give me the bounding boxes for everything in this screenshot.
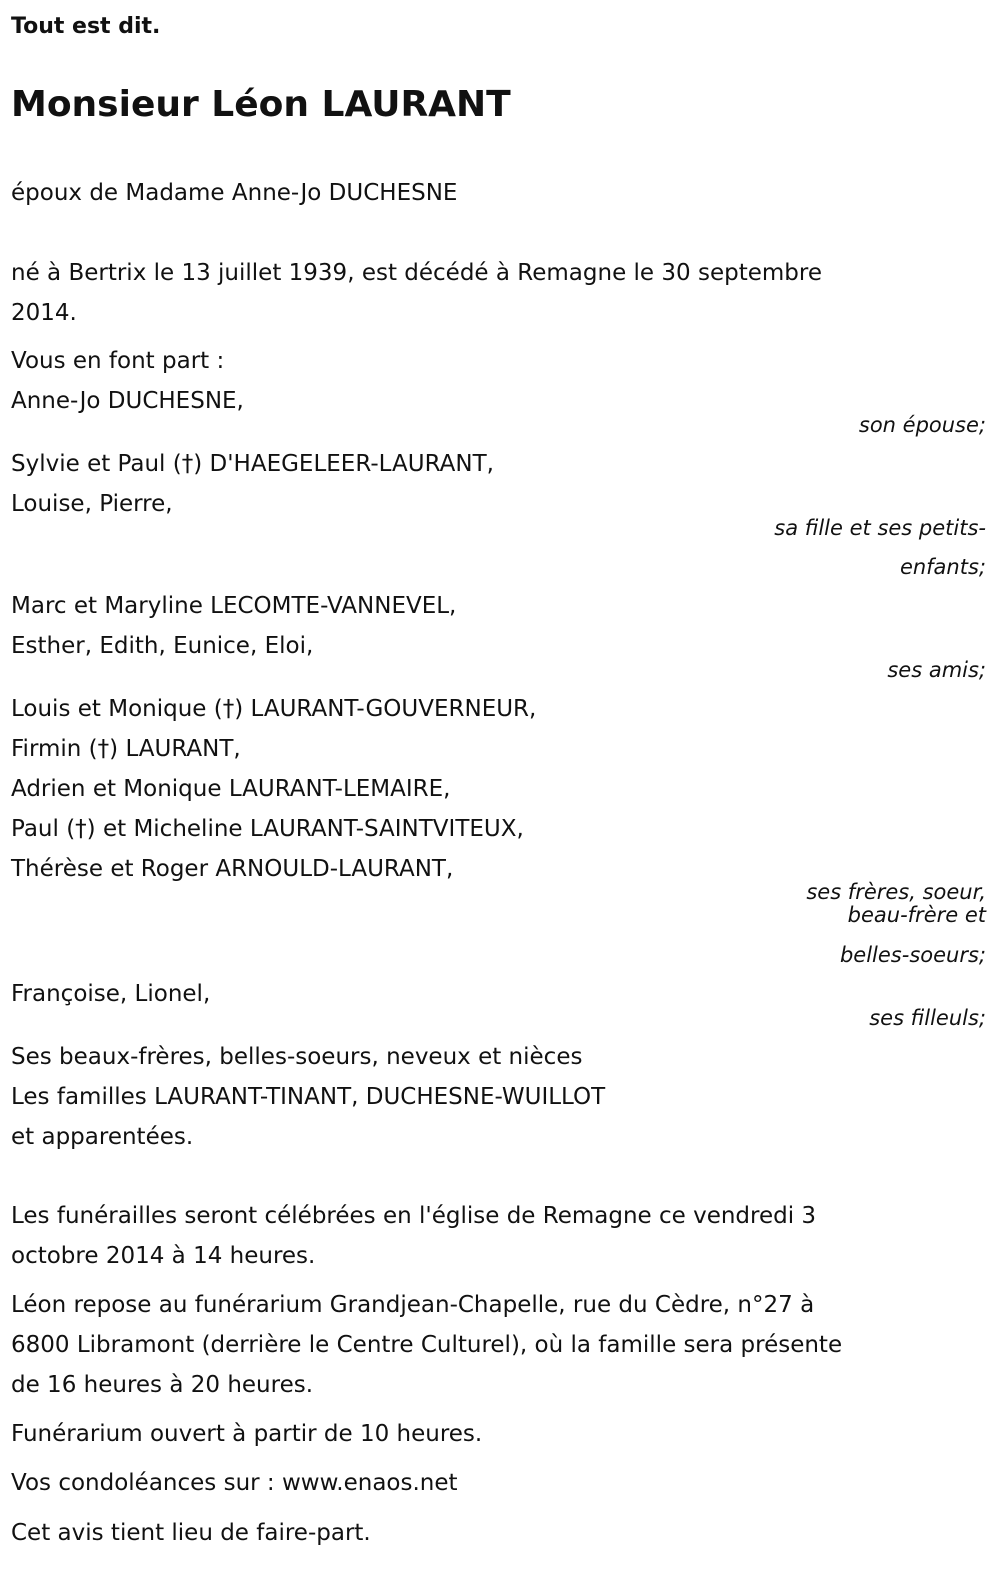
notice-line: Cet avis tient lieu de faire-part. bbox=[11, 1520, 371, 1546]
notice-line: Vos condoléances sur : www.enaos.net bbox=[11, 1470, 458, 1496]
notice-line: Françoise, Lionel, bbox=[11, 981, 211, 1007]
notice-line: Les familles LAURANT-TINANT, DUCHESNE-WUILLOT bbox=[11, 1084, 606, 1110]
notice-line: Louis et Monique (†) LAURANT-GOUVERNEUR, bbox=[11, 696, 537, 722]
relation-label: ses frères, soeur, bbox=[806, 880, 986, 904]
notice-line: de 16 heures à 20 heures. bbox=[11, 1372, 314, 1398]
notice-line: 6800 Libramont (derrière le Centre Culturel), où la famille sera présente bbox=[11, 1332, 843, 1358]
notice-line: Marc et Maryline LECOMTE-VANNEVEL, bbox=[11, 593, 457, 619]
notice-line: et apparentées. bbox=[11, 1124, 194, 1150]
notice-line: Adrien et Monique LAURANT-LEMAIRE, bbox=[11, 776, 451, 802]
notice-line: Funérarium ouvert à partir de 10 heures. bbox=[11, 1421, 483, 1447]
notice-line: Sylvie et Paul (†) D'HAEGELEER-LAURANT, bbox=[11, 451, 494, 477]
notice-line: Les funérailles seront célébrées en l'église de Remagne ce vendredi 3 bbox=[11, 1203, 817, 1229]
notice-line: Firmin (†) LAURANT, bbox=[11, 736, 241, 762]
relation-label: sa fille et ses petits- bbox=[774, 516, 986, 540]
notice-line: Thérèse et Roger ARNOULD-LAURANT, bbox=[11, 856, 454, 882]
notice-line: octobre 2014 à 14 heures. bbox=[11, 1243, 316, 1269]
tagline: Tout est dit. bbox=[11, 14, 161, 39]
relation-label: ses amis; bbox=[887, 658, 986, 682]
notice-line: Ses beaux-frères, belles-soeurs, neveux et nièces bbox=[11, 1044, 583, 1070]
notice-line: Paul (†) et Micheline LAURANT-SAINTVITEUX, bbox=[11, 816, 524, 842]
page-title: Monsieur Léon LAURANT bbox=[11, 84, 511, 125]
notice-line: né à Bertrix le 13 juillet 1939, est décédé à Remagne le 30 septembre bbox=[11, 260, 822, 286]
notice-line: Louise, Pierre, bbox=[11, 491, 173, 517]
notice-line: Léon repose au funérarium Grandjean-Chapelle, rue du Cèdre, n°27 à bbox=[11, 1292, 815, 1318]
relation-label: enfants; bbox=[899, 555, 986, 579]
relation-label: belles-soeurs; bbox=[839, 943, 986, 967]
notice-line: époux de Madame Anne-Jo DUCHESNE bbox=[11, 180, 458, 206]
notice-line: Esther, Edith, Eunice, Eloi, bbox=[11, 633, 314, 659]
notice-line: Anne-Jo DUCHESNE, bbox=[11, 388, 244, 414]
notice-line: Vous en font part : bbox=[11, 348, 225, 374]
relation-label: son épouse; bbox=[858, 413, 986, 437]
relation-label: beau-frère et bbox=[847, 903, 986, 927]
relation-label: ses filleuls; bbox=[869, 1006, 986, 1030]
notice-line: 2014. bbox=[11, 300, 77, 326]
